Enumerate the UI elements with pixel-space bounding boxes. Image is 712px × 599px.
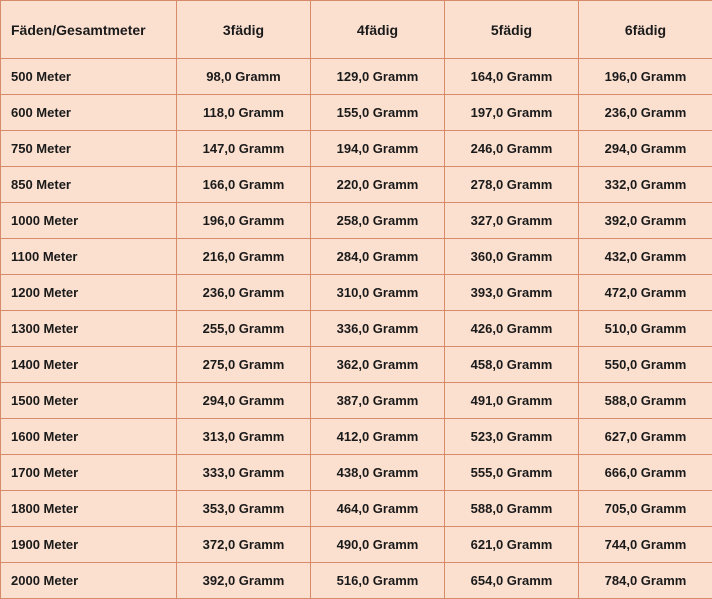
table-row: [1, 455, 712, 491]
row-label: 1200 Meter: [1, 275, 177, 311]
table-header: [1, 1, 712, 59]
row-value: 654,0 Gramm: [445, 563, 579, 599]
row-value: 666,0 Gramm: [579, 455, 712, 491]
row-value: 278,0 Gramm: [445, 167, 579, 203]
row-value: 236,0 Gramm: [579, 95, 712, 131]
row-value: 426,0 Gramm: [445, 311, 579, 347]
row-value: 392,0 Gramm: [579, 203, 712, 239]
row-value: 621,0 Gramm: [445, 527, 579, 563]
row-label: 2000 Meter: [1, 563, 177, 599]
table-row: [1, 167, 712, 203]
row-value: 313,0 Gramm: [177, 419, 311, 455]
row-value: 327,0 Gramm: [445, 203, 579, 239]
row-value: 438,0 Gramm: [311, 455, 445, 491]
row-value: 246,0 Gramm: [445, 131, 579, 167]
row-value: 705,0 Gramm: [579, 491, 712, 527]
table-row: [1, 275, 712, 311]
row-value: 362,0 Gramm: [311, 347, 445, 383]
row-value: 294,0 Gramm: [177, 383, 311, 419]
row-value: 255,0 Gramm: [177, 311, 311, 347]
row-value: 360,0 Gramm: [445, 239, 579, 275]
row-value: 166,0 Gramm: [177, 167, 311, 203]
row-value: 555,0 Gramm: [445, 455, 579, 491]
row-value: 472,0 Gramm: [579, 275, 712, 311]
row-value: 197,0 Gramm: [445, 95, 579, 131]
row-value: 284,0 Gramm: [311, 239, 445, 275]
row-label: 500 Meter: [1, 59, 177, 95]
row-label: 1800 Meter: [1, 491, 177, 527]
header-cell-6fach: 6fädig: [579, 1, 712, 59]
row-value: 194,0 Gramm: [311, 131, 445, 167]
table-row: [1, 419, 712, 455]
table-row: [1, 527, 712, 563]
row-value: 412,0 Gramm: [311, 419, 445, 455]
row-value: 147,0 Gramm: [177, 131, 311, 167]
row-value: 784,0 Gramm: [579, 563, 712, 599]
row-value: 336,0 Gramm: [311, 311, 445, 347]
row-value: 744,0 Gramm: [579, 527, 712, 563]
row-label: 1100 Meter: [1, 239, 177, 275]
row-value: 464,0 Gramm: [311, 491, 445, 527]
table-row: [1, 131, 712, 167]
row-value: 294,0 Gramm: [579, 131, 712, 167]
row-value: 333,0 Gramm: [177, 455, 311, 491]
row-value: 393,0 Gramm: [445, 275, 579, 311]
row-value: 458,0 Gramm: [445, 347, 579, 383]
row-value: 118,0 Gramm: [177, 95, 311, 131]
row-value: 353,0 Gramm: [177, 491, 311, 527]
row-value: 216,0 Gramm: [177, 239, 311, 275]
row-value: 588,0 Gramm: [579, 383, 712, 419]
row-value: 129,0 Gramm: [311, 59, 445, 95]
row-label: 1900 Meter: [1, 527, 177, 563]
table-row: [1, 491, 712, 527]
row-value: 550,0 Gramm: [579, 347, 712, 383]
row-value: 196,0 Gramm: [177, 203, 311, 239]
header-cell-label: Fäden/Gesamtmeter: [1, 1, 177, 59]
table-row: [1, 203, 712, 239]
table-row: [1, 563, 712, 599]
row-value: 516,0 Gramm: [311, 563, 445, 599]
row-value: 510,0 Gramm: [579, 311, 712, 347]
row-value: 236,0 Gramm: [177, 275, 311, 311]
row-value: 220,0 Gramm: [311, 167, 445, 203]
row-label: 1400 Meter: [1, 347, 177, 383]
row-value: 392,0 Gramm: [177, 563, 311, 599]
row-value: 372,0 Gramm: [177, 527, 311, 563]
table-body: [1, 59, 712, 599]
table-row: [1, 95, 712, 131]
row-label: 1700 Meter: [1, 455, 177, 491]
row-label: 850 Meter: [1, 167, 177, 203]
table-row: [1, 239, 712, 275]
row-label: 1000 Meter: [1, 203, 177, 239]
row-value: 310,0 Gramm: [311, 275, 445, 311]
row-value: 332,0 Gramm: [579, 167, 712, 203]
row-value: 387,0 Gramm: [311, 383, 445, 419]
row-value: 432,0 Gramm: [579, 239, 712, 275]
row-value: 98,0 Gramm: [177, 59, 311, 95]
table-row: [1, 383, 712, 419]
row-value: 164,0 Gramm: [445, 59, 579, 95]
row-value: 491,0 Gramm: [445, 383, 579, 419]
row-label: 750 Meter: [1, 131, 177, 167]
row-value: 155,0 Gramm: [311, 95, 445, 131]
row-label: 1300 Meter: [1, 311, 177, 347]
row-value: 627,0 Gramm: [579, 419, 712, 455]
row-value: 523,0 Gramm: [445, 419, 579, 455]
row-label: 600 Meter: [1, 95, 177, 131]
row-value: 258,0 Gramm: [311, 203, 445, 239]
row-value: 588,0 Gramm: [445, 491, 579, 527]
table-row: [1, 347, 712, 383]
row-label: 1500 Meter: [1, 383, 177, 419]
header-row: [1, 1, 712, 59]
header-cell-3fach: 3fädig: [177, 1, 311, 59]
header-cell-5fach: 5fädig: [445, 1, 579, 59]
row-value: 275,0 Gramm: [177, 347, 311, 383]
header-cell-4fach: 4fädig: [311, 1, 445, 59]
table-row: [1, 311, 712, 347]
row-label: 1600 Meter: [1, 419, 177, 455]
table-row: [1, 59, 712, 95]
row-value: 490,0 Gramm: [311, 527, 445, 563]
row-value: 196,0 Gramm: [579, 59, 712, 95]
